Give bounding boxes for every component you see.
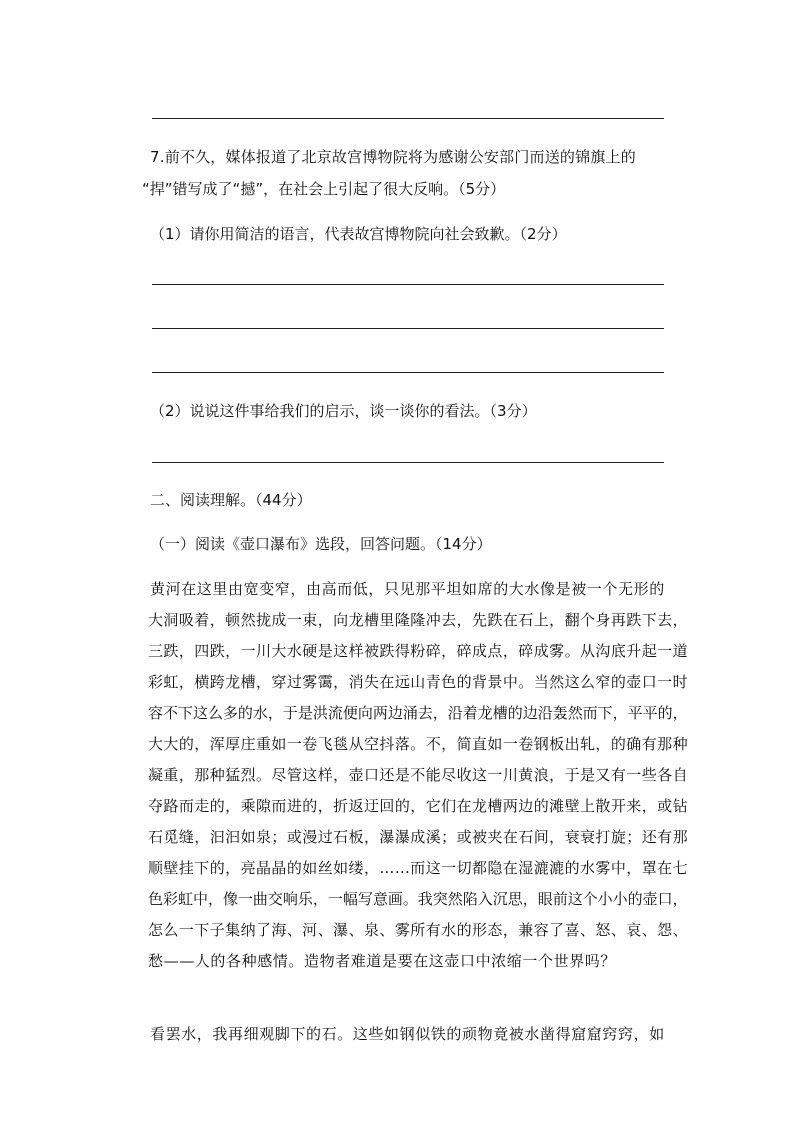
passage-line: 三跌，四跌，一川大水硬是这样被跌得粉碎，碎成点，碎成雾。从沟底升起一道 — [148, 642, 689, 660]
answer-line — [152, 284, 664, 285]
passage-line: 容不下这么多的水，于是洪流便向两边涌去，沿着龙槽的边沿轰然而下，平平的， — [148, 704, 688, 722]
section-title: 二、阅读理解。（44分） — [150, 491, 312, 509]
q7-sub1: （1）请你用简洁的语言，代表故宫博物院向社会致歉。（2分） — [150, 225, 567, 243]
passage-line: 色彩虹中，像一曲交响乐，一幅写意画。我突然陷入沉思，眼前这个小小的壶口， — [148, 890, 688, 908]
passage-line: 彩虹，横跨龙槽，穿过雾霭，消失在远山青色的背景中。当然这么窄的壶口一时 — [148, 673, 689, 691]
answer-line — [152, 328, 664, 329]
q7-line2: “捍”错写成了“撼”，在社会上引起了很大反响。（5分） — [142, 180, 506, 198]
passage-line: 大大的，浑厚庄重如一卷飞毯从空抖落。不，简直如一卷钢板出轧，的确有那种 — [148, 735, 689, 753]
answer-line — [152, 118, 664, 119]
answer-line — [152, 462, 664, 463]
passage-line: 夺路而走的，乘隙而进的，折返迂回的，它们在龙槽两边的滩壁上散开来，或钻 — [148, 797, 689, 815]
passage-line: 石觅缝，汩汩如泉；或漫过石板，瀑瀑成溪；或被夹在石间，衰衰打旋；还有那 — [148, 828, 689, 846]
passage-line: 大洞吸着，顿然拢成一束，向龙槽里隆隆冲去，先跌在石上，翻个身再跌下去， — [148, 611, 689, 629]
passage-line: 愁——人的各种感情。造物者难道是要在这壶口中浓缩一个世界吗？ — [148, 952, 617, 970]
answer-line — [152, 372, 664, 373]
part-title: （一）阅读《壶口瀑布》选段，回答问题。（14分） — [150, 535, 492, 553]
passage-line: 看罢水，我再细观脚下的石。这些如钢似铁的顽物竟被水凿得窟窟窍窍，如 — [150, 1025, 665, 1043]
passage-line: 黄河在这里由宽变窄，由高而低，只见那平坦如席的大水像是被一个无形的 — [150, 580, 665, 598]
passage-line: 凝重，那种猛烈。尽管这样，壶口还是不能尽收这一川黄浪，于是又有一些各自 — [148, 766, 689, 784]
passage-line: 顺壁挂下的，亮晶晶的如丝如缕，……而这一切都隐在湿漉漉的水雾中，罩在七 — [148, 859, 689, 877]
q7-line1: 7.前不久，媒体报道了北京故宫博物院将为感谢公安部门而送的锦旗上的 — [150, 148, 636, 166]
passage-line: 怎么一下子集纳了海、河、瀑、泉、雾所有水的形态，兼容了喜、怒、哀、怨、 — [148, 921, 689, 939]
q7-sub2: （2）说说这件事给我们的启示，谈一谈你的看法。（3分） — [150, 402, 537, 420]
